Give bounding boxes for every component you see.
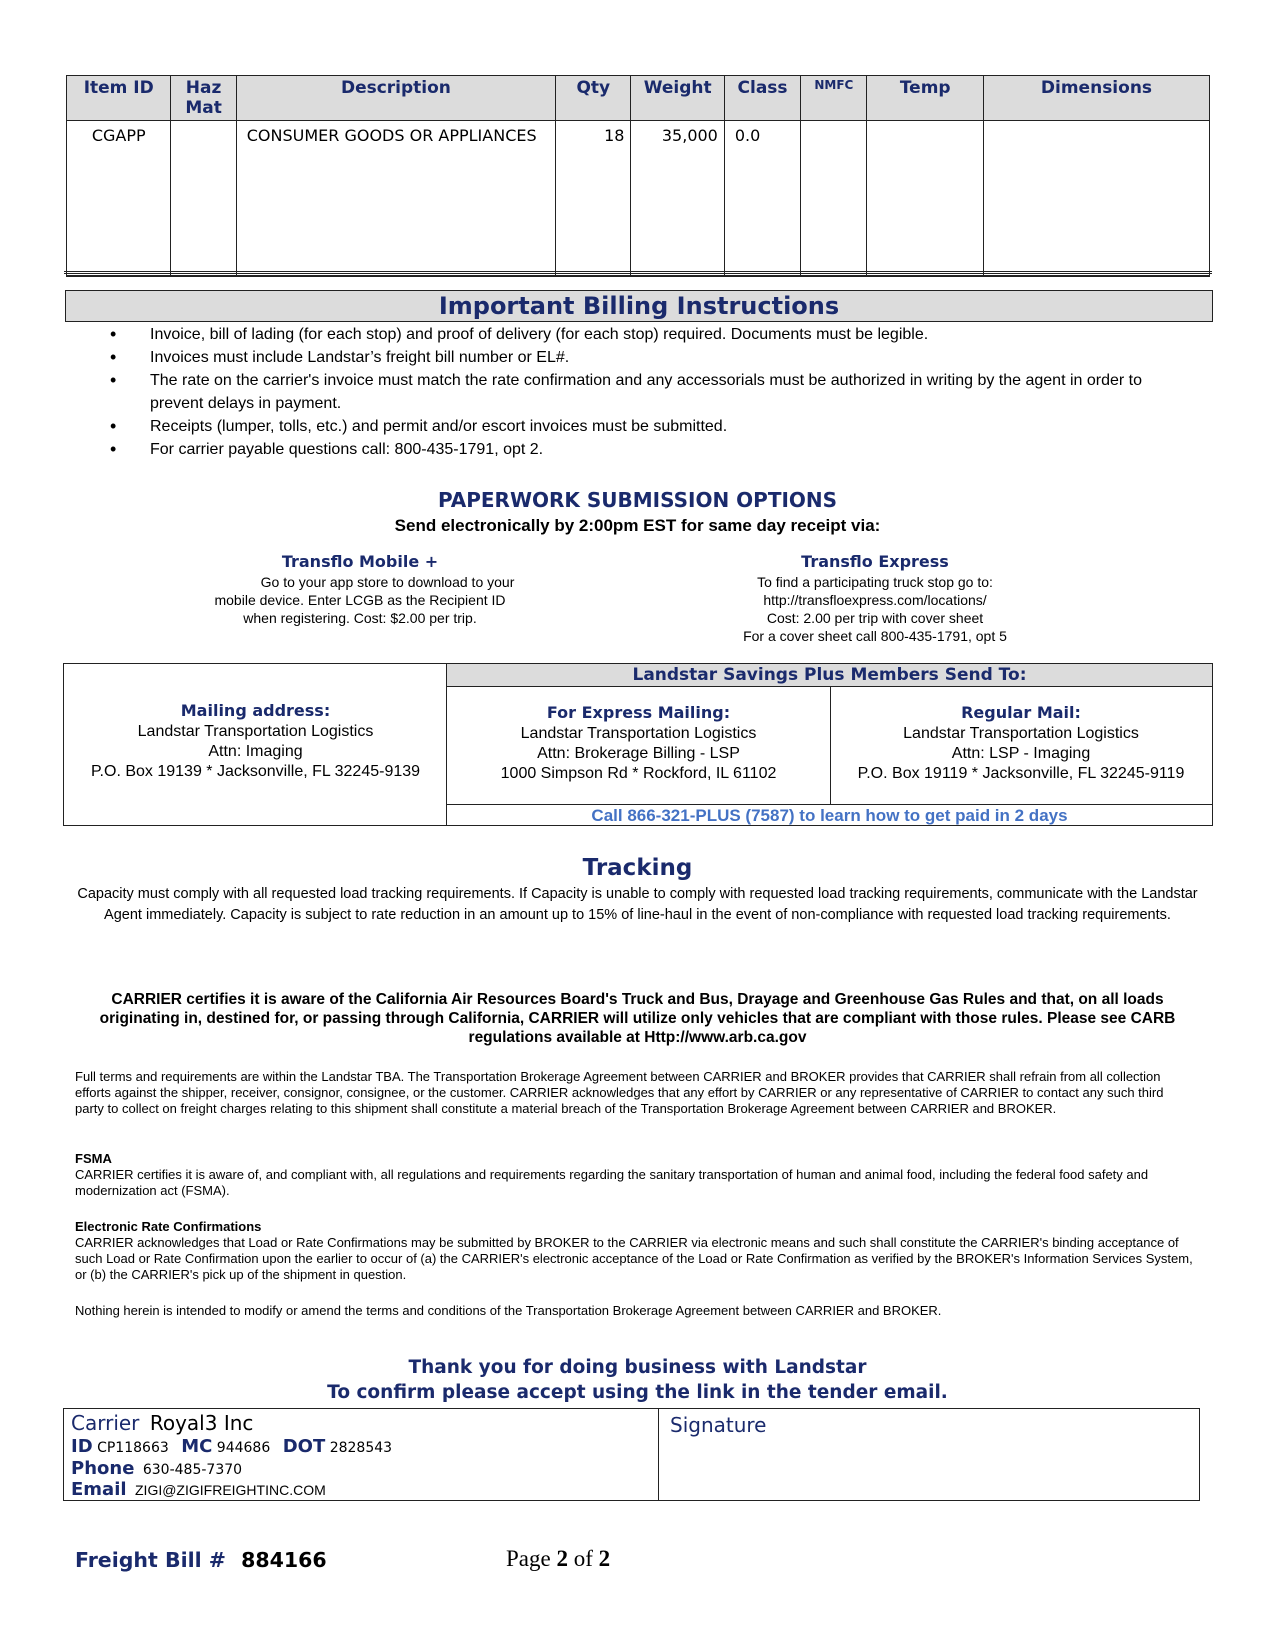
- thanks-line: To confirm please accept using the link in the tender email.: [327, 1382, 948, 1403]
- page-number: [506, 1546, 610, 1572]
- transflo-express-title: Transflo Express: [801, 552, 949, 571]
- cell-item-id: CGAPP: [67, 121, 171, 277]
- fsma-title: FSMA: [75, 1151, 112, 1166]
- tracking-title: Tracking: [582, 855, 693, 881]
- transflo-express-section: [700, 551, 1050, 645]
- mc-label: MC: [181, 1436, 213, 1457]
- page-mid: of: [567, 1546, 599, 1571]
- mailing-address-line: P.O. Box 19139 * Jacksonville, FL 32245-9139: [90, 763, 421, 780]
- erc-section: [75, 1219, 1195, 1283]
- phone-label: Phone: [71, 1458, 135, 1479]
- dot-label: DOT: [282, 1436, 326, 1457]
- carrier-name: Royal3 Inc: [149, 1411, 254, 1435]
- carrier-label: Carrier: [71, 1411, 140, 1435]
- carrier-ids-line: [71, 1436, 392, 1457]
- erc-title: Electronic Rate Confirmations: [75, 1219, 262, 1234]
- thanks-line: Thank you for doing business with Landstar: [408, 1357, 867, 1378]
- regular-mail-title: Regular Mail:: [961, 703, 1081, 722]
- mc-value: 944686: [216, 1440, 271, 1456]
- carrier-box: [63, 1408, 1200, 1501]
- header-temp: Temp: [867, 76, 984, 121]
- transflo-mobile-line: when registering. Cost: $2.00 per trip.: [243, 610, 477, 626]
- items-table: [66, 75, 1210, 277]
- items-header-row: [67, 76, 1210, 121]
- id-value: CP118663: [97, 1440, 169, 1456]
- thanks-section: [0, 1355, 1275, 1405]
- express-mailing-line: 1000 Simpson Rd * Rockford, IL 61102: [500, 765, 777, 782]
- mailing-address-title: Mailing address:: [180, 701, 331, 720]
- express-mailing-section: [447, 702, 830, 784]
- header-dimensions: Dimensions: [983, 76, 1209, 121]
- transflo-mobile-title: Transflo Mobile +: [281, 552, 439, 571]
- list-item: • Invoices must include Landstar’s freight bill number or EL#.: [110, 346, 1180, 369]
- tracking-body: Capacity must comply with all requested load tracking requirements. If Capacity is unable to comply with requested load tracking requirements, communicate with the Landstar Agent immediately. Capacity is subject to rate reduction in an amount up to 15% of line-haul in the event of non-compliance with requested load tracking requirements.: [77, 886, 1198, 923]
- transflo-mobile-section: [180, 551, 540, 627]
- page-current: 2: [556, 1546, 568, 1571]
- freight-bill-value: 884166: [241, 1548, 327, 1572]
- cell-temp: [867, 121, 984, 277]
- signature-label: Signature: [670, 1413, 767, 1437]
- phone-value: 630-485-7370: [142, 1462, 243, 1478]
- header-haz-mat: Haz Mat: [171, 76, 236, 121]
- billing-title: Important Billing Instructions: [65, 290, 1213, 322]
- express-mailing-line: Landstar Transportation Logistics: [520, 725, 757, 742]
- erc-body: CARRIER acknowledges that Load or Rate Confirmations may be submitted by BROKER to the CARRIER via electronic means and such shall constitute the CARRIER's binding acceptance of such Load or Rate Confirmation upon the earlier to occur of (a) the CARRIER's electronic acceptance of the Load or Rate Confirmation as verified by the BROKER's Information Services System, or (b) the CARRIER's pick up of the shipment in question.: [75, 1235, 1193, 1282]
- page-prefix: Page: [506, 1546, 557, 1571]
- page-total: 2: [598, 1546, 611, 1571]
- cell-class: 0.0: [724, 121, 800, 277]
- transflo-express-line: For a cover sheet call 800-435-1791, opt 5: [743, 628, 1007, 644]
- freight-bill-number: [75, 1548, 327, 1572]
- cell-nmfc: [801, 121, 867, 277]
- list-item: • Invoice, bill of lading (for each stop) and proof of delivery (for each stop) required. Documents must be legible.: [110, 323, 1180, 346]
- billing-list: [110, 323, 1180, 461]
- mailing-address-section: [64, 664, 447, 825]
- email-value: ZIGI@ZIGIFREIGHTINC.COM: [135, 1482, 326, 1498]
- table-row: [67, 121, 1210, 277]
- cell-qty: 18: [556, 121, 631, 277]
- transflo-mobile-line: Go to your app store to download to your: [260, 574, 515, 590]
- header-item-id: Item ID: [67, 76, 171, 121]
- transflo-express-link[interactable]: http://transfloexpress.com/locations/: [763, 592, 987, 608]
- carb-notice: CARRIER certifies it is aware of the California Air Resources Board's Truck and Bus, Drayage and Greenhouse Gas Rules and that, on all loads originating in, destined for, or passing through California, CARRIER will utilize only vehicles that are compliant with those rules. Please see CARB regulations available at Http://www.arb.ca.gov: [99, 991, 1176, 1046]
- list-item: • For carrier payable questions call: 800-435-1791, opt 2.: [110, 438, 1180, 461]
- header-nmfc: NMFC: [801, 76, 867, 121]
- express-mailing-title: For Express Mailing:: [546, 703, 731, 722]
- divider: [658, 1409, 659, 1500]
- regular-mail-line: Landstar Transportation Logistics: [903, 725, 1139, 742]
- fsma-body: CARRIER certifies it is aware of, and compliant with, all regulations and requirements regarding the sanitary transportation of human and animal food, including the federal food safety and modernization act (FSMA).: [75, 1167, 1149, 1198]
- carrier-phone-line: [71, 1458, 242, 1479]
- header-class: Class: [724, 76, 800, 121]
- nothing-herein: Nothing herein is intended to modify or amend the terms and conditions of the Transportation Brokerage Agreement between CARRIER and BROKER.: [75, 1303, 942, 1318]
- regular-mail-line: P.O. Box 19119 * Jacksonville, FL 32245-9119: [857, 765, 1185, 782]
- id-label: ID: [71, 1436, 93, 1457]
- carrier-email-line: [71, 1479, 326, 1500]
- cell-haz-mat: [171, 121, 236, 277]
- cell-dimensions: [983, 121, 1209, 277]
- fsma-section: [75, 1151, 1195, 1199]
- carrier-line: [71, 1411, 253, 1435]
- list-item: • The rate on the carrier's invoice must match the rate confirmation and any accessorials must be authorized in writing by the agent in order to prevent delays in payment.: [110, 369, 1180, 415]
- freight-bill-label: Freight Bill #: [75, 1548, 226, 1572]
- divider: [64, 271, 1212, 274]
- cell-description: CONSUMER GOODS OR APPLIANCES: [236, 121, 555, 277]
- transflo-express-line: Cost: 2.00 per trip with cover sheet: [766, 610, 984, 626]
- cell-weight: 35,000: [631, 121, 724, 277]
- terms-paragraph: Full terms and requirements are within the Landstar TBA. The Transportation Brokerage Agreement between CARRIER and BROKER provides that CARRIER shall refrain from all collection efforts against the shipper, receiver, consignor, consignee, or the customer. CARRIER acknowledges that any effort by CARRIER or any representative of CARRIER to contact any such third party to collect on freight charges relating to this shipment shall constitute a material breach of the Transportation Brokerage Agreement between CARRIER and BROKER.: [75, 1069, 1164, 1116]
- express-mailing-line: Attn: Brokerage Billing - LSP: [537, 745, 740, 762]
- paperwork-title: PAPERWORK SUBMISSION OPTIONS: [437, 488, 838, 512]
- mailing-address-line: Attn: Imaging: [208, 743, 303, 760]
- address-box: [63, 663, 1213, 826]
- transflo-express-line: To find a participating truck stop go to:: [757, 574, 993, 590]
- paperwork-subtitle: Send electronically by 2:00pm EST for same day receipt via:: [394, 516, 881, 535]
- header-description: Description: [236, 76, 555, 121]
- dot-value: 2828543: [329, 1440, 393, 1456]
- savings-call-link[interactable]: Call 866-321-PLUS (7587) to learn how to get paid in 2 days: [447, 804, 1212, 826]
- savings-plus-title: Landstar Savings Plus Members Send To:: [447, 664, 1212, 687]
- transflo-mobile-line: mobile device. Enter LCGB as the Recipient ID: [214, 592, 506, 608]
- regular-mail-line: Attn: LSP - Imaging: [951, 745, 1091, 762]
- header-qty: Qty: [556, 76, 631, 121]
- header-weight: Weight: [631, 76, 724, 121]
- list-item: • Receipts (lumper, tolls, etc.) and permit and/or escort invoices must be submitted.: [110, 415, 1180, 438]
- email-label: Email: [71, 1479, 127, 1500]
- mailing-address-line: Landstar Transportation Logistics: [137, 723, 374, 740]
- regular-mail-section: [830, 702, 1212, 784]
